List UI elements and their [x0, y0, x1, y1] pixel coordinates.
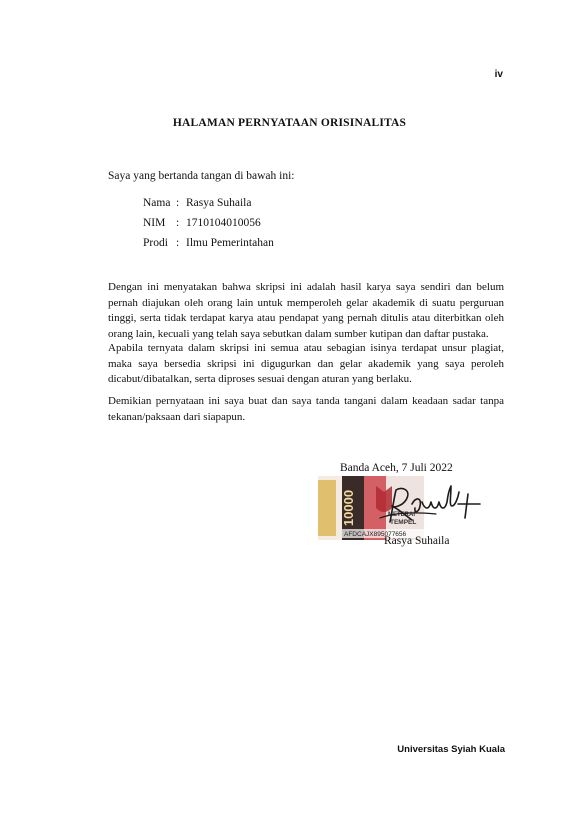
page-number: iv	[494, 69, 503, 80]
stamp-label-bottom: TEMPEL	[390, 519, 417, 526]
stamp-label-top: METERAI	[388, 512, 415, 518]
field-row-prodi	[143, 233, 274, 253]
field-colon: :	[176, 237, 180, 249]
field-row-nim	[143, 213, 274, 233]
stamp-serial: AFDCAJX895077656	[344, 531, 407, 538]
field-colon: :	[176, 217, 180, 229]
stamp-value: 10000	[341, 489, 356, 527]
field-value: 1710104010056	[186, 217, 261, 229]
field-value: Ilmu Pemerintahan	[186, 237, 274, 249]
statement-paragraph-3: Demikian pernyataan ini saya buat dan saya tanda tangani dalam keadaan sadar tanpa tekanan/paksaan dari siapapun.	[108, 395, 504, 423]
intro-text: Saya yang bertanda tangan di bawah ini:	[108, 170, 295, 182]
signature	[376, 482, 486, 533]
place-date: Banda Aceh, 7 Juli 2022	[340, 462, 453, 474]
statement-paragraph-1: Dengan ini menyatakan bahwa skripsi ini adalah hasil karya saya sendiri dan belum pernah diajukan oleh orang lain untuk memperoleh gelar akademik di suatu perguruan tinggi, serta tidak terdapat karya atau pendapat yang pernah ditulis atau diterbitkan oleh orang lain, kecuali yang telah saya sebutkan dalam sumber kutipan dan daftar pustaka.	[108, 281, 504, 340]
signature-graphic	[376, 482, 486, 528]
field-row-name	[143, 193, 274, 213]
signer-name: Rasya Suhaila	[384, 535, 450, 547]
footer-university: Universitas Syiah Kuala	[397, 744, 505, 755]
field-label: Nama	[143, 197, 171, 209]
identity-fields	[143, 193, 274, 253]
statement-paragraph-2: Apabila ternyata dalam skripsi ini semua atau sebagian isinya terdapat unsur plagiat, maka saya bersedia skripsi ini digugurkan dan gelar akademik yang saya peroleh dicabut/dibatalkan, serta diproses sesuai dengan aturan yang berlaku.	[108, 342, 504, 386]
field-value: Rasya Suhaila	[186, 197, 252, 209]
page-title: HALAMAN PERNYATAAN ORISINALITAS	[172, 117, 407, 129]
field-colon: :	[176, 197, 180, 209]
field-label: Prodi	[143, 237, 168, 249]
field-label: NIM	[143, 217, 166, 229]
